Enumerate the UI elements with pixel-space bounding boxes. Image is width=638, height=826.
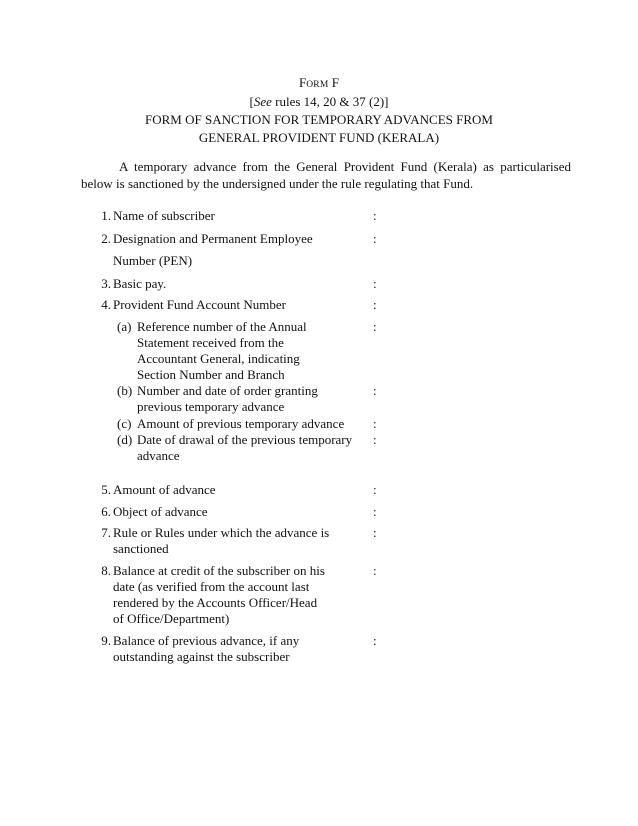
item-number: 9. [101, 633, 111, 648]
item-label: Provident Fund Account Number [113, 297, 286, 312]
subitem-d-colon: : [373, 432, 377, 447]
heading-line-2: GENERAL PROVIDENT FUND (KERALA) [198, 130, 440, 145]
item-number: 7. [101, 525, 111, 540]
item-label-cont: sanctioned [113, 541, 169, 556]
form-title-letter: F [331, 75, 339, 90]
item-label: Basic pay. [113, 276, 167, 291]
subitem-c-colon: : [373, 416, 377, 431]
item-6-colon: : [373, 504, 377, 519]
item-label-cont: rendered by the Accounts Officer/Head [113, 595, 318, 610]
subitem-a-line-4: Section Number and Branch [137, 367, 285, 382]
intro-text: A temporary advance from the General Provident Fund (Kerala) as particularised below is sanctioned by the undersigned under the rule regulating that Fund. [81, 159, 571, 191]
subitem-b-number: (b) [117, 383, 133, 398]
subitem-d-number: (d) [117, 432, 133, 447]
item-label: Balance at credit of the subscriber on his [113, 563, 325, 578]
item-number: 3. [101, 276, 111, 291]
item-5-colon: : [373, 482, 377, 497]
see-label: See [253, 94, 272, 109]
item-number: 8. [101, 563, 111, 578]
item-9-colon: : [373, 633, 377, 648]
item-label: Designation and Permanent Employee [113, 231, 313, 246]
subitem-c-line-1: Amount of previous temporary advance [137, 416, 345, 431]
subitem-a-colon: : [373, 319, 377, 334]
item-3-colon: : [373, 276, 377, 291]
item-number: 6. [101, 504, 111, 519]
see-rules-line [0, 93, 638, 110]
subitem-b-line-2: previous temporary advance [137, 399, 285, 414]
see-open-bracket: [ [249, 94, 254, 109]
form-title [0, 74, 638, 94]
item-8-colon: : [373, 563, 377, 578]
subitem-a-line-3: Accountant General, indicating [137, 351, 300, 366]
form-title-smallcaps: ORM [306, 80, 329, 90]
item-label-cont: Number (PEN) [113, 253, 193, 268]
item-label-cont: date (as verified from the account last [113, 579, 310, 594]
item-7-colon: : [373, 525, 377, 540]
item-4-colon: : [373, 297, 377, 312]
form-title-initial: F [299, 75, 307, 90]
subitem-b-colon: : [373, 383, 377, 398]
see-rules-text: rules 14, 20 & 37 (2)] [275, 94, 389, 109]
item-label: Rule or Rules under which the advance is [113, 525, 330, 540]
heading-line-1: FORM OF SANCTION FOR TEMPORARY ADVANCES FROM [145, 112, 493, 127]
subitem-d-line-1: Date of drawal of the previous temporary [137, 432, 353, 447]
subitem-c-number: (c) [117, 416, 132, 431]
item-label-cont: of Office/Department) [113, 611, 230, 626]
item-number: 2. [101, 231, 111, 246]
subitem-a-line-2: Statement received from the [137, 335, 284, 350]
subitem-a-number: (a) [117, 319, 132, 334]
item-label-cont: outstanding against the subscriber [113, 649, 290, 664]
item-label: Object of advance [113, 504, 208, 519]
item-label: Name of subscriber [113, 208, 215, 223]
item-number: 4. [101, 297, 111, 312]
item-label: Balance of previous advance, if any [113, 633, 300, 648]
item-1-colon: : [373, 208, 377, 223]
intro-paragraph [81, 158, 571, 192]
item-number: 5. [101, 482, 111, 497]
subitem-b-line-1: Number and date of order granting [137, 383, 318, 398]
subitem-a-line-1: Reference number of the Annual [137, 319, 307, 334]
item-number: 1. [101, 208, 111, 223]
item-2-colon: : [373, 231, 377, 246]
subitem-d-line-2: advance [137, 448, 180, 463]
item-label: Amount of advance [113, 482, 216, 497]
